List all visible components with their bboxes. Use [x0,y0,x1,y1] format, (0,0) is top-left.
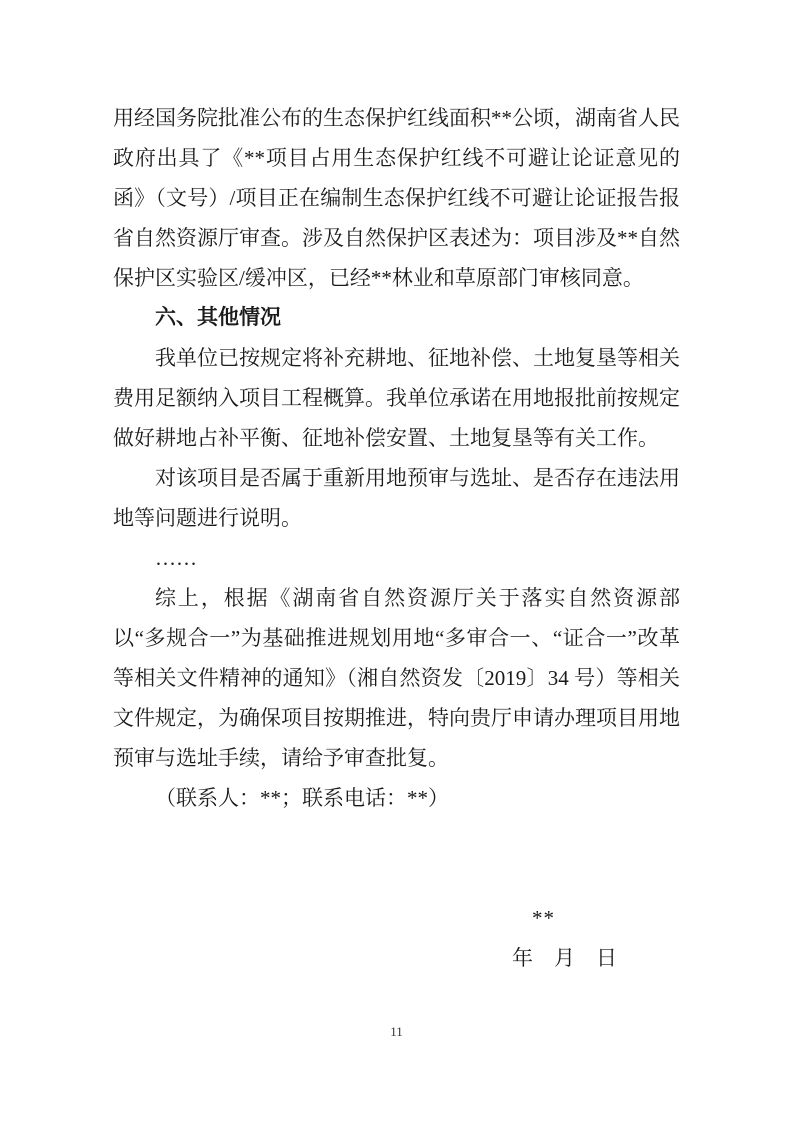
signature-block [113,898,680,978]
signature-date-line: 年 月 日 [512,946,617,970]
section-heading-other-situations: 六、其他情况 [155,306,281,329]
para-fees-commitment: 我单位已按规定将补充耕地、征地补偿、土地复垦等相关费用足额纳入项目工程概算。我单位承诺在用地报批前按规定做好耕地占补平衡、征地补偿安置、土地复垦等有关工作。 [113,346,680,450]
para-reuse-explanation: 对该项目是否属于重新用地预审与选址、是否存在违法用地等问题进行说明。 [113,466,680,530]
para-ecological-redline-continuation: 用经国务院批准公布的生态保护红线面积**公顷，湖南省人民政府出具了《**项目占用生态保护红线不可避让论证意见的函》（文号）/项目正在编制生态保护红线不可避让论证报告报省自然资源厅审查。涉及自然保护区表述为：项目涉及**自然保护区实验区/缓冲区，已经**林业和草原部门审核同意。 [113,106,680,290]
document-body [113,98,680,978]
signature-applicant-name: ** [532,906,555,930]
para-contact-info: （联系人：**；联系电话：**） [155,786,449,810]
para-conclusion-request: 综上，根据《湖南省自然资源厅关于落实自然资源部以“多规合一”为基础推进规划用地“多审合一、“证合一”改革等相关文件精神的通知》（湘自然资发〔2019〕34 号）等相关文件规定，为确保项目按期推进，特向贵厅申请办理项目用地预审与选址手续，请给予审查批复。 [113,586,680,770]
para-ellipsis: …… [155,546,197,570]
page-number: 11 [390,1024,403,1039]
